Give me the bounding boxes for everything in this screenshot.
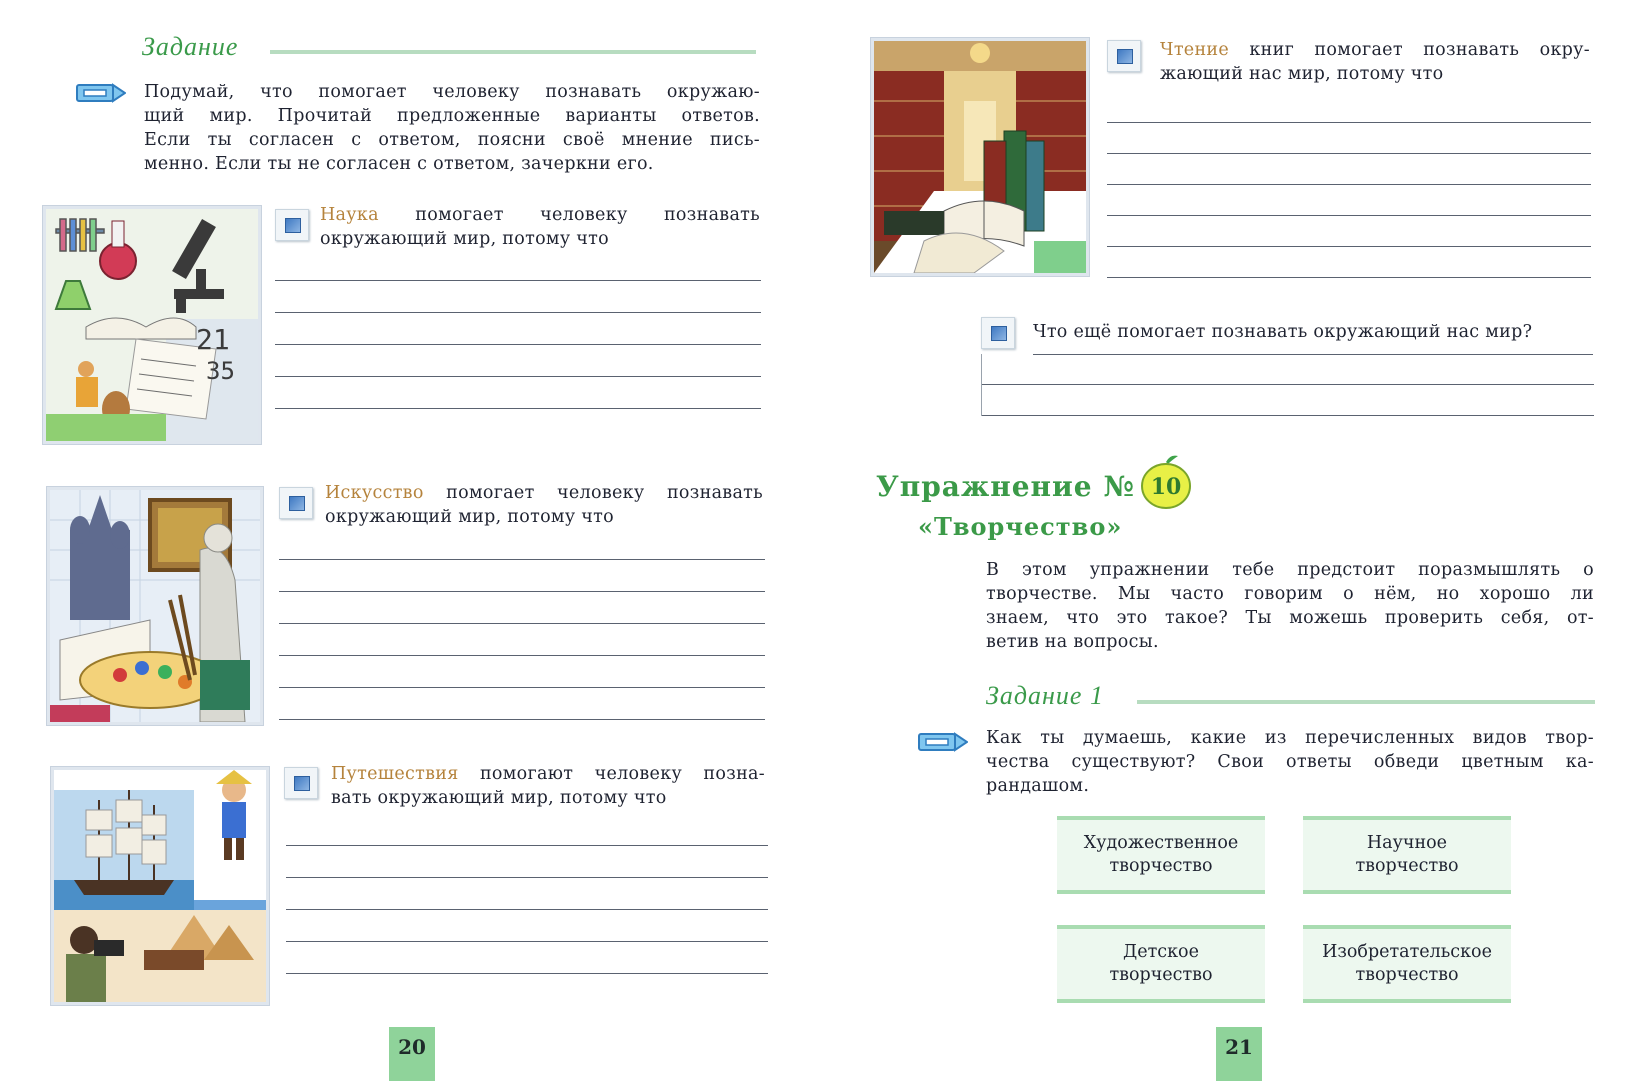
exercise-title: Упражнение № [876, 470, 1135, 503]
checkbox-icon[interactable] [279, 487, 313, 519]
travel-illustration [51, 767, 269, 1005]
option-label: Изобретательское [1322, 942, 1492, 962]
answer-lines[interactable] [275, 249, 761, 409]
answer-lines[interactable] [279, 528, 765, 720]
intro-line: Если ты согласен с ответом, поясни своё мнение пись- [144, 130, 760, 150]
intro-line: ветив на вопросы. [986, 632, 1159, 652]
intro-line: щий мир. Прочитай предложенные варианты ответов. [144, 106, 760, 126]
checkbox-icon[interactable] [284, 767, 318, 799]
question-science [320, 203, 760, 251]
checkbox-icon[interactable] [1107, 40, 1141, 72]
art-illustration [47, 487, 263, 725]
option-label: творчество [1355, 856, 1459, 876]
option-label: творчество [1109, 965, 1213, 985]
keyword-reading: Чтение [1160, 40, 1230, 60]
exercise-intro [986, 558, 1594, 654]
task1-line: Как ты думаешь, какие из перечисленных видов твор- [986, 728, 1594, 748]
question-text: помогает человеку познавать [378, 205, 760, 225]
intro-line: В этом упражнении тебе предстоит поразмышлять о [986, 560, 1594, 580]
science-illustration [43, 206, 261, 444]
page-number-21: 21 [1216, 1027, 1262, 1081]
question-text: окружающий мир, потому что [320, 229, 609, 249]
answer-lines[interactable] [981, 354, 1594, 416]
task1-line: рандашом. [986, 776, 1090, 796]
option-label: творчество [1109, 856, 1213, 876]
question-text: помогают человеку позна- [458, 764, 765, 784]
question-travel [331, 762, 765, 810]
answer-lines[interactable] [1107, 92, 1591, 278]
task1-line: чества существуют? Свои ответы обведи цветным ка- [986, 752, 1594, 772]
exercise-subtitle: «Творчество» [918, 512, 1123, 541]
question-art [325, 481, 763, 529]
pencil-icon [918, 731, 968, 753]
option-childrens[interactable] [1057, 925, 1265, 1003]
answer-lines[interactable] [1033, 324, 1593, 355]
intro-line: знаем, что это такое? Ты можешь проверить себя, от- [986, 608, 1594, 628]
option-label: Художественное [1083, 833, 1239, 853]
question-text: помогает человеку познавать [423, 483, 763, 503]
library-illustration [871, 38, 1089, 276]
intro-line: Подумай, что помогает человеку познавать окружаю- [144, 82, 760, 102]
option-artistic[interactable] [1057, 816, 1265, 894]
question-reading [1160, 38, 1590, 86]
question-text: жающий нас мир, потому что [1160, 64, 1444, 84]
question-text: вать окружающий мир, потому что [331, 788, 667, 808]
svg-text:35: 35 [206, 357, 235, 385]
keyword-travel: Путешествия [331, 764, 459, 784]
option-label: Детское [1123, 942, 1199, 962]
intro-line: менно. Если ты не согласен с ответом, зачеркни его. [144, 154, 654, 174]
keyword-science: Наука [320, 205, 379, 225]
answer-lines[interactable] [286, 814, 768, 974]
exercise-number: 10 [1150, 474, 1182, 500]
pencil-icon [76, 82, 126, 104]
task-heading-rule [270, 50, 756, 54]
keyword-art: Искусство [325, 483, 424, 503]
question-what-else: Что ещё помогает познавать окружающий нас мир? [1033, 322, 1533, 342]
task-heading-rule [1137, 700, 1595, 704]
question-text: окружающий мир, потому что [325, 507, 614, 527]
checkbox-icon[interactable] [981, 317, 1015, 349]
svg-text:21: 21 [196, 323, 230, 356]
option-scientific[interactable] [1303, 816, 1511, 894]
task1-paragraph [986, 726, 1594, 798]
option-label: творчество [1355, 965, 1459, 985]
task-heading-left: Задание [142, 32, 239, 61]
intro-paragraph [144, 80, 760, 176]
question-text: книг помогает познавать окру- [1229, 40, 1590, 60]
task1-heading: Задание 1 [986, 681, 1104, 710]
option-label: Научное [1366, 833, 1448, 853]
checkbox-icon[interactable] [275, 209, 309, 241]
intro-line: творчестве. Мы часто говорим о нём, но хорошо ли [986, 584, 1594, 604]
option-inventive[interactable] [1303, 925, 1511, 1003]
page-number-20: 20 [389, 1027, 435, 1081]
